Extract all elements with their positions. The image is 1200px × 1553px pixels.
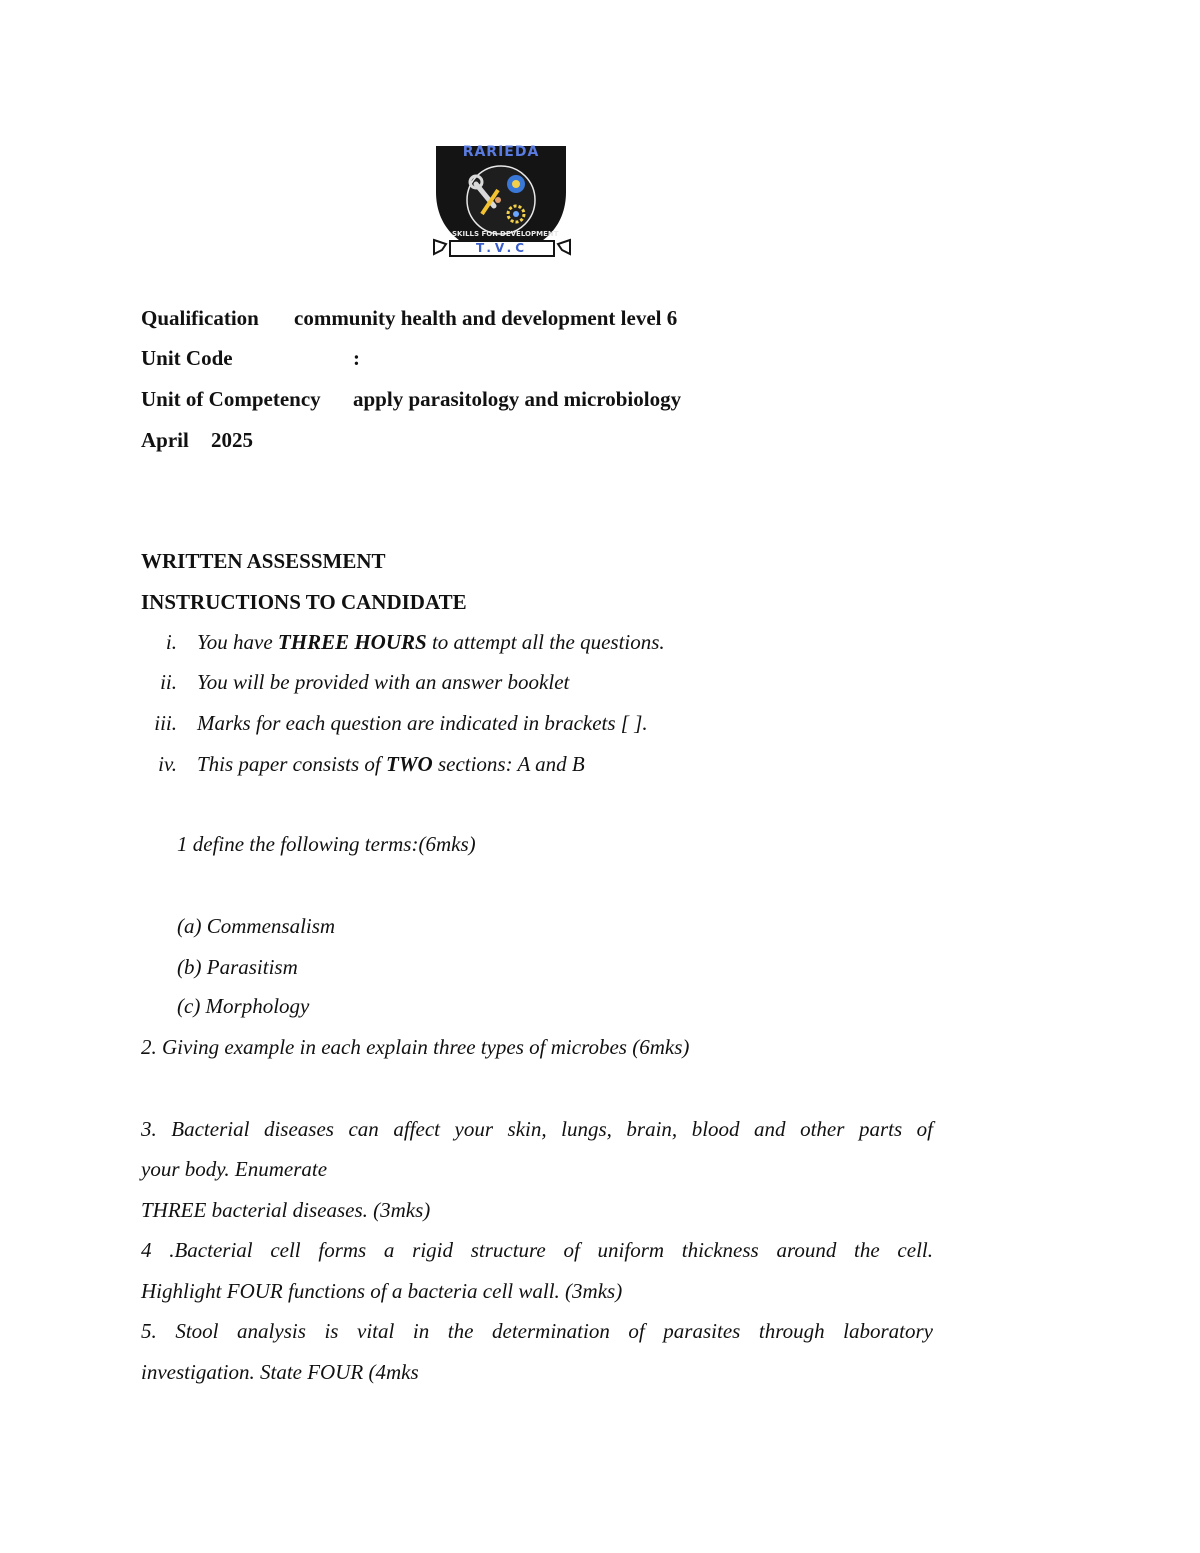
instruction-number: ii.	[160, 670, 177, 694]
question-4-line-2: Highlight FOUR functions of a bacteria cell wall. (3mks)	[141, 1279, 623, 1303]
qualification-label: Qualification	[141, 306, 259, 330]
question-1: 1 define the following terms:(6mks)	[177, 832, 476, 856]
instruction-item	[141, 630, 665, 655]
institution-logo	[432, 144, 572, 266]
question-1-part-a: (a) Commensalism	[177, 914, 336, 938]
logo-ring-text: SKILLS FOR DEVELOPMENT	[452, 230, 559, 238]
instruction-item	[141, 752, 585, 777]
assessment-title: WRITTEN ASSESSMENT	[141, 549, 386, 573]
exam-month: April	[141, 428, 189, 452]
instruction-text: You have	[197, 630, 278, 654]
instruction-text: This paper consists of	[197, 752, 387, 776]
logo-banner-text: T.V.C	[475, 241, 529, 255]
instruction-emphasis: TWO	[386, 752, 433, 776]
unit-code-separator: :	[353, 346, 360, 370]
instruction-text: You will be provided with an answer booklet	[197, 670, 570, 694]
exam-year: 2025	[211, 428, 253, 452]
instruction-item	[141, 670, 569, 695]
question-2: 2. Giving example in each explain three types of microbes (6mks)	[141, 1035, 690, 1059]
instruction-text-end: sections: A and B	[432, 752, 585, 776]
question-5-line-2: investigation. State FOUR (4mks	[141, 1360, 419, 1384]
instructions-title: INSTRUCTIONS TO CANDIDATE	[141, 590, 467, 614]
question-4-line-1: 4 .Bacterial cell forms a rigid structure of uniform thickness around the cell.	[141, 1238, 933, 1262]
qualification-value: community health and development level 6	[294, 306, 678, 330]
question-1-part-b: (b) Parasitism	[177, 955, 298, 979]
instruction-number: iii.	[154, 711, 177, 735]
question-5-line-1: 5. Stool analysis is vital in the determination of parasites through laboratory	[141, 1319, 933, 1343]
instruction-item	[141, 711, 648, 736]
instruction-number: iv.	[158, 752, 177, 776]
question-1-part-c: (c) Morphology	[177, 994, 310, 1018]
instruction-emphasis: THREE HOURS	[277, 630, 427, 654]
instruction-text-end: to attempt all the questions.	[426, 630, 665, 654]
unit-code-label: Unit Code	[141, 346, 233, 370]
instruction-text: Marks for each question are indicated in brackets [ ].	[197, 711, 648, 735]
question-3-line-2: your body. Enumerate	[141, 1157, 328, 1181]
instruction-number: i.	[165, 630, 177, 654]
question-3-line-3: THREE bacterial diseases. (3mks)	[141, 1198, 431, 1222]
question-3-line-1: 3. Bacterial diseases can affect your skin, lungs, brain, blood and other parts of	[141, 1117, 933, 1141]
unit-competency-value: apply parasitology and microbiology	[353, 387, 682, 411]
unit-competency-label: Unit of Competency	[141, 387, 321, 411]
logo-top-text: RARIEDA	[462, 144, 540, 160]
